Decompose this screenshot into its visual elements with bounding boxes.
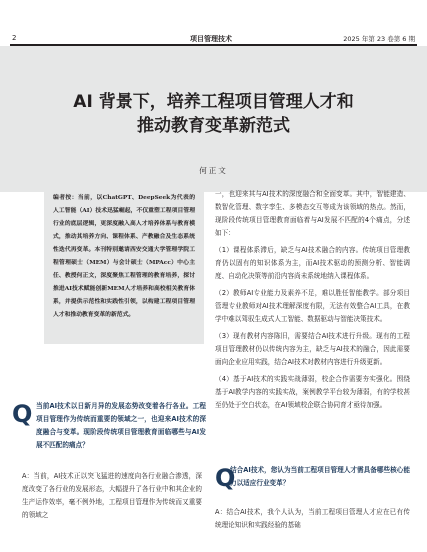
page-number: 2 [12,34,17,42]
title-line-2: 推动教育变革新范式 [137,116,290,136]
answer-1-start: A：当前，AI技术正以突飞猛进的速度向各行业融合渗透，深度改变了各行业的发展形态，大幅提升了各行业中和其企业的生产运作效率，毫不例外地，工程项目管理作为传统而又重要的领域之 [22,472,202,519]
title-line-1: AI 背景下，培养工程项目管理人才和 [73,92,354,112]
paragraph-2: （1）课程体系滞后，缺乏与AI技术融合的内容。传统项目管理教育仍以固有的知识体系为主，而AI技术驱动的预测分析、智能调度、自动化决策等前沿内容尚未系统地纳入课程体系。 [215,246,410,280]
article-author: 何正文 [199,166,228,175]
question-2: 结合AI技术，您认为当前工程项目管理人才需具备哪些核心能力以适应行业变革？ [230,466,410,487]
editor-note-text: 编者按：当前，以ChatGPT、DeepSeek为代表的人工智能（AI）技术迅猛崛起，不仅重塑工程项目管理行业的底层逻辑，更深度融入高人才培养体系与教育模式，推动其培养方向、课程体系、产教融合及生态系统性迭代再变革。本刊特别邀请西安交通大学管理学院工程管理硕士（MEM）与会计硕士（MPAcc）中心主任、教授何正文，深度聚焦工程管理的教育培养，探讨推进AI技术赋能创新MEM人才培养和高校相关教育体系，并提供示范性和实践性引领，以构建工程项目管理人才和推动教育变革的新范式。 [53,195,195,318]
article-title [0,90,427,138]
paragraph-4: （3）现有教材内容陈旧，需要结合AI技术进行升级。现有的工程项目管理教材仍以传统内容为主，缺乏与AI技术的融合，因此需要面向企业应用实践，结合AI技术对教材内容进行升级更新。 [215,332,410,366]
editor-note-box [44,186,204,344]
issue-info: 2025 年第 23 卷第 6 期 [343,35,415,43]
question-mark-icon-2: Q [215,464,236,492]
question-1: 当前AI技术以日新月异的发展态势改变着各行各业。工程项目管理作为传统而重要的领域之一，也迎来AI技术的深度融合与变革。现阶段传统项目管理教育面临哪些与AI发展不匹配的痛点？ [36,402,206,449]
right-column [215,188,410,412]
paragraph-3: （2）教师AI专业能力及素养不足，难以胜任智能教学。部分项目管理专业教师对AI技术理解深度有限，无法有效整合AI工具，在教学中难以驾驭生成式人工智能、数据驱动与智能决策技术。 [215,289,410,323]
question-mark-icon: Q [12,400,33,428]
paragraph-5: （4）基于AI技术的实践实战薄弱，校企合作需要夯实强化。围绕基于AI教学内容的实践实战，案例教学平台较为薄弱，有的学校甚至仍处于空白状态，在AI领域校企联合协同育才亟待加强。 [215,375,410,409]
page-header [0,0,427,43]
answer-2-start: A：结合AI技术，我个人认为，当前工程项目管理人才应在已有传统理论知识和实践经验的基础 [215,508,410,529]
paragraph-1: 一，也迎来其与AI技术的深度融合和全面变革。其中，智能建造、数智化管理、数字孪生、多模态交互等成为该领域的热点。然而，现阶段传统项目管理教育面临着与AI发展不匹配的4个痛点，分述如下： [215,190,410,237]
magazine-name: 项目管理技术 [190,35,232,43]
left-column [22,470,202,522]
